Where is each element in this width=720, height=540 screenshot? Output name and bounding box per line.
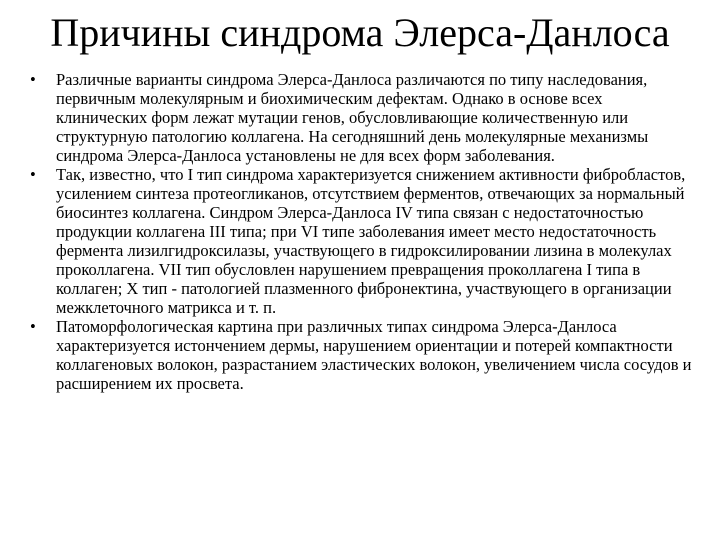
bullet-item bbox=[30, 165, 695, 317]
bullet-text: Патоморфологическая картина при различных типах синдрома Элерса-Данлоса характеризуется истончением дермы, нарушением ориентации и потерей компактности коллагеновых волокон, разрастанием эластических волокон, увеличением числа сосудов и расширением их просвета. bbox=[56, 317, 692, 393]
bullet-text: Так, известно, что I тип синдрома характеризуется снижением активности фибробластов, усилением синтеза протеогликанов, отсутствием ферментов, отвечающих за нормальный биосинтез коллагена. Синдром Элерса-Данлоса IV типа связан с недостаточностью продукции коллагена III типа; при VI типе заболевания имеет место недостаточность фермента лизилгидроксилазы, участвующего в гидроксилировании лизина в молекулах проколлагена. VII тип обусловлен нарушением превращения проколлагена I типа в коллаген; X тип - патологией плазменного фибронектина, участвующего в организации межклеточного матрикса и т. п. bbox=[56, 165, 686, 317]
bullet-icon: • bbox=[30, 70, 36, 89]
bullet-icon: • bbox=[30, 165, 36, 184]
bullet-item bbox=[30, 317, 695, 393]
bullet-text: Различные варианты синдрома Элерса-Данлоса различаются по типу наследования, первичным молекулярным и биохимическим дефектам. Однако в основе всех клинических форм лежат мутации генов, обусловливающие количественную или структурную патологию коллагена. На сегодняшний день молекулярные механизмы синдрома Элерса-Данлоса установлены не для всех форм заболевания. bbox=[56, 70, 649, 165]
bullet-list bbox=[30, 70, 695, 393]
bullet-item bbox=[30, 70, 695, 165]
slide-title: Причины синдрома Элерса-Данлоса bbox=[50, 10, 670, 55]
bullet-icon: • bbox=[30, 317, 36, 336]
